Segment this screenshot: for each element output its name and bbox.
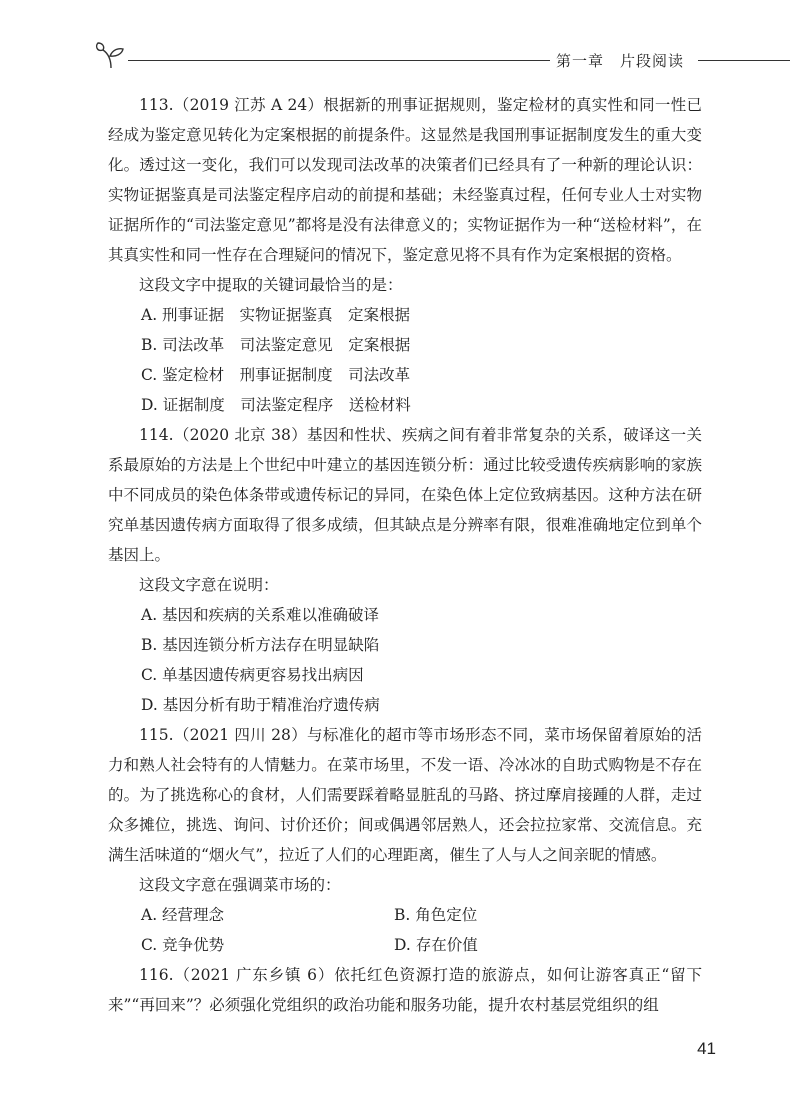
header-rule-left bbox=[128, 60, 550, 61]
question-113-option-d: D. 证据制度 司法鉴定程序 送检材料 bbox=[141, 396, 411, 414]
sprout-icon bbox=[94, 40, 128, 70]
question-115-option-c: C. 竞争优势 bbox=[141, 936, 225, 954]
question-114-option-a: A. 基因和疾病的关系难以准确破译 bbox=[141, 606, 380, 624]
question-115-option-b: B. 角色定位 bbox=[394, 906, 478, 924]
question-114-option-d: D. 基因分析有助于精准治疗遗传病 bbox=[141, 696, 380, 714]
question-115-text: 115.（2021 四川 28）与标准化的超市等市场形态不同，菜市场保留着原始的活力和熟人社会特有的人情魅力。在菜市场里，不发一语、冷冰冰的自助式购物是不存在的。为了挑选称心的食材，人们需要踩着略显脏乱的马路、挤过摩肩接踵的人群，走过众多摊位，挑选、询问、讨价还价；间或偶遇邻居熟人，还会拉拉家常、交流信息。充满生活味道的“烟火气”，拉近了人们的心理距离，催生了人与人之间亲昵的情感。 bbox=[108, 726, 702, 864]
running-header bbox=[100, 40, 790, 72]
header-rule-right bbox=[698, 60, 790, 61]
question-113-option-b: B. 司法改革 司法鉴定意见 定案根据 bbox=[141, 336, 411, 354]
question-114-option-b: B. 基因连锁分析方法存在明显缺陷 bbox=[141, 636, 380, 654]
question-113-option-c: C. 鉴定检材 刑事证据制度 司法改革 bbox=[141, 366, 411, 384]
question-114-prompt: 这段文字意在说明： bbox=[139, 576, 279, 594]
page-content bbox=[108, 90, 702, 1020]
question-116-text: 116.（2021 广东乡镇 6）依托红色资源打造的旅游点，如何让游客真正“留下来”“再回来”？必须强化党组织的政治功能和服务功能，提升农村基层党组织的组 bbox=[108, 966, 702, 1014]
question-114-option-c: C. 单基因遗传病更容易找出病因 bbox=[141, 666, 364, 684]
question-113-prompt: 这段文字中提取的关键词最恰当的是： bbox=[139, 276, 403, 294]
question-115-prompt: 这段文字意在强调菜市场的： bbox=[139, 876, 341, 894]
question-113-text: 113.（2019 江苏 A 24）根据新的刑事证据规则，鉴定检材的真实性和同一性已经成为鉴定意见转化为定案根据的前提条件。这显然是我国刑事证据制度发生的重大变化。透过这一变化，我们可以发现司法改革的决策者们已经具有了一种新的理论认识：实物证据鉴真是司法鉴定程序启动的前提和基础；未经鉴真过程，任何专业人士对实物证据所作的“司法鉴定意见”都将是没有法律意义的；实物证据作为一种“送检材料”，在其真实性和同一性存在合理疑问的情况下，鉴定意见将不具有作为定案根据的资格。 bbox=[108, 96, 702, 264]
question-113-option-a: A. 刑事证据 实物证据鉴真 定案根据 bbox=[141, 306, 411, 324]
page-number: 41 bbox=[697, 1039, 716, 1058]
question-115-option-a: A. 经营理念 bbox=[141, 906, 225, 924]
chapter-title: 第一章 片段阅读 bbox=[556, 52, 685, 70]
question-115-option-d: D. 存在价值 bbox=[394, 936, 478, 954]
question-115-options bbox=[108, 900, 702, 960]
question-114-text: 114.（2020 北京 38）基因和性状、疾病之间有着非常复杂的关系，破译这一关系最原始的方法是上个世纪中叶建立的基因连锁分析：通过比较受遗传疾病影响的家族中不同成员的染色体条带或遗传标记的异同，在染色体上定位致病基因。这种方法在研究单基因遗传病方面取得了很多成绩，但其缺点是分辨率有限，很难准确地定位到单个基因上。 bbox=[108, 426, 702, 564]
